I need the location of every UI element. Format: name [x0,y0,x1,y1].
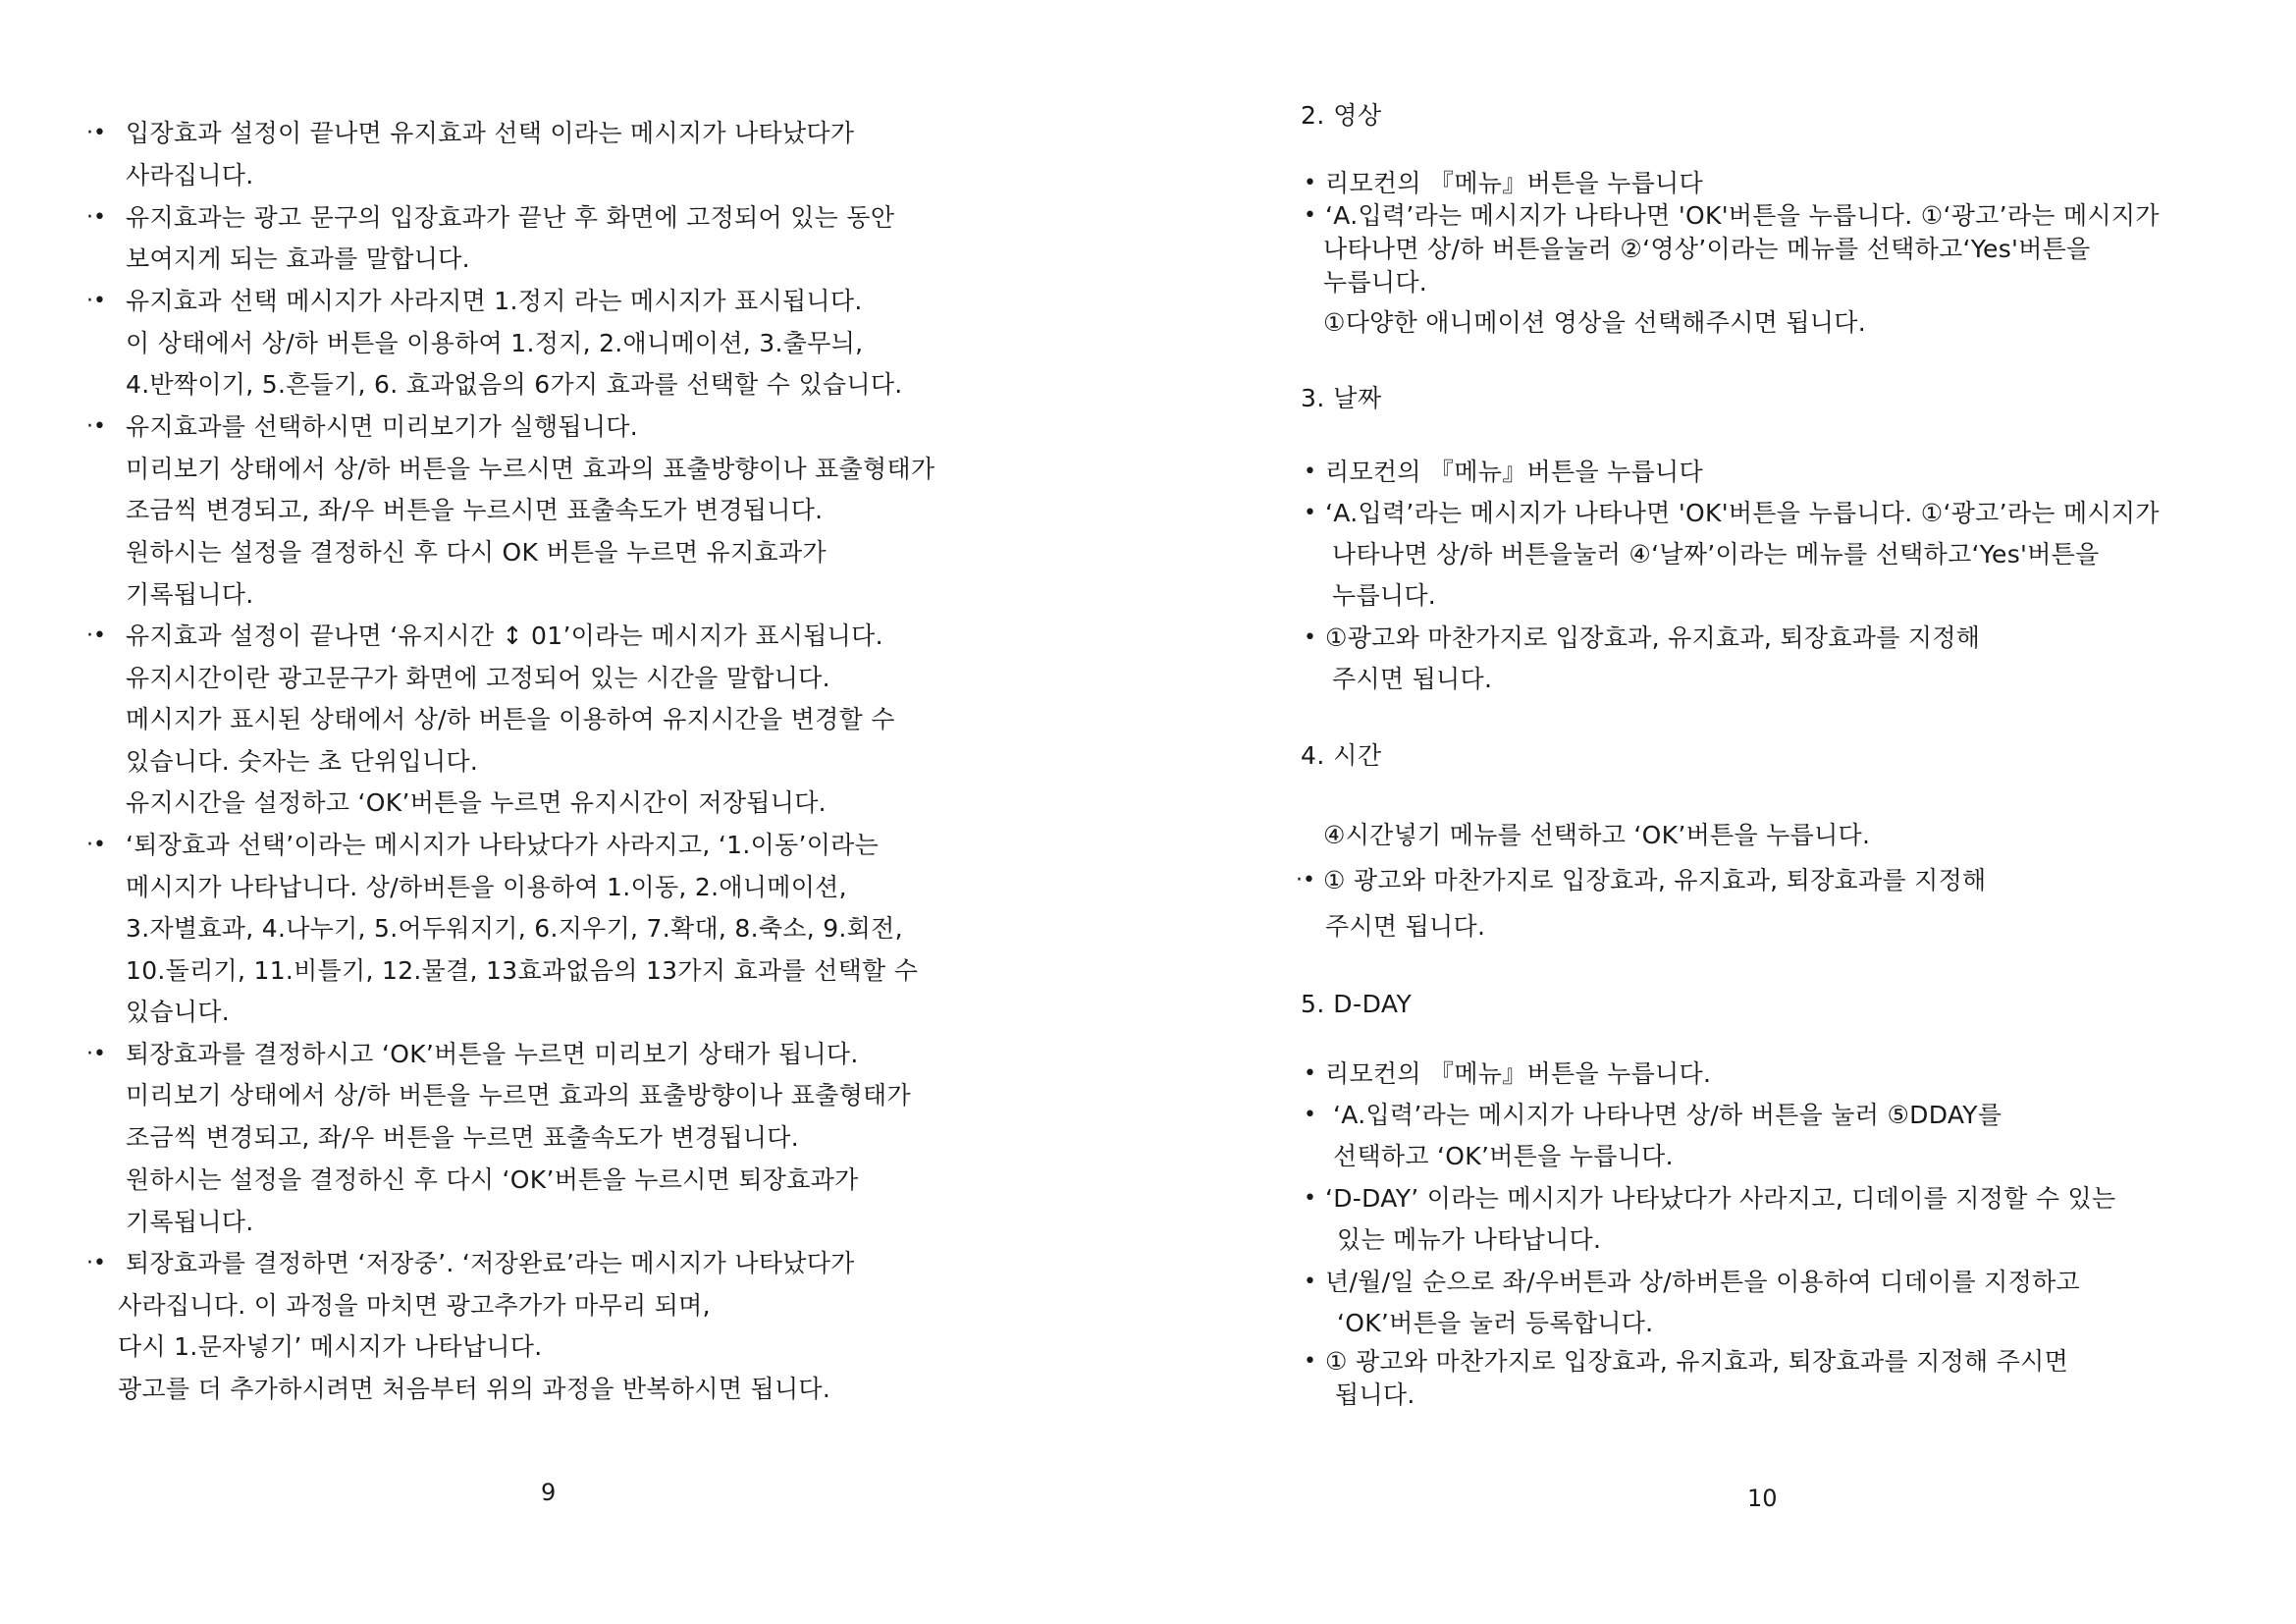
bullet-icon: • [1304,1186,1316,1211]
paragraph-line: 원하시는 설정을 결정하신 후 다시 ‘OK’버튼을 누르시면 퇴장효과가 [126,1165,859,1194]
paragraph-line: 메시지가 표시된 상태에서 상/하 버튼을 이용하여 유지시간을 변경할 수 [126,705,895,733]
bullet-icon: ·• [86,833,106,857]
section-line: 리모컨의 『메뉴』버튼을 누릅니다. [1325,1059,1712,1088]
paragraph-line: 유지효과 선택 메시지가 사라지면 1.정지 라는 메시지가 표시됩니다. [126,287,863,315]
bullet-icon: ·• [1296,868,1315,893]
section-line: 년/월/일 순으로 좌/우버튼과 상/하버튼을 이용하여 디데이를 지정하고 [1325,1268,2080,1296]
paragraph-line: 있습니다. [126,998,231,1026]
bullet-icon: • [1304,1349,1316,1374]
bullet-icon: • [1304,1270,1316,1294]
paragraph-line: 미리보기 상태에서 상/하 버튼을 누르면 효과의 표출방향이나 표출형태가 [126,1081,911,1110]
paragraph-line: 사라집니다. 이 과정을 마치면 광고추가가 마무리 되며, [118,1291,711,1320]
section-line: ‘D-DAY’ 이라는 메시지가 나타났다가 사라지고, 디데이를 지정할 수 있는 [1325,1184,2116,1213]
paragraph-line: 사라집니다. [126,161,254,189]
paragraph-line: 있습니다. 숫자는 초 단위입니다. [126,747,479,776]
paragraph-line: 유지효과를 선택하시면 미리보기가 실행됩니다. [126,412,638,441]
right-page [1148,0,2296,1624]
section-heading: 2. 영상 [1301,101,1382,130]
section-heading: 3. 날짜 [1301,384,1382,412]
bullet-icon: • [1304,460,1316,484]
paragraph-line: 원하시는 설정을 결정하신 후 다시 OK 버튼을 누르면 유지효과가 [126,538,827,567]
bullet-icon: ·• [86,121,106,145]
section-line: 리모컨의 『메뉴』버튼을 누릅니다 [1325,169,1703,197]
section-line: 됩니다. [1335,1380,1415,1409]
paragraph-line: 광고를 더 추가하시려면 처음부터 위의 과정을 반복하시면 됩니다. [118,1375,831,1403]
section-line: ① 광고와 마찬가지로 입장효과, 유지효과, 퇴장효과를 지정해 주시면 [1325,1347,2069,1376]
section-line: 리모컨의 『메뉴』버튼을 누릅니다 [1325,458,1703,486]
paragraph-line: 유지효과 설정이 끝나면 ‘유지시간 ↕ 01’이라는 메시지가 표시됩니다. [126,622,883,650]
section-line: 누릅니다. [1332,581,1437,610]
section-line: 있는 메뉴가 나타납니다. [1337,1225,1602,1254]
bullet-icon: • [1304,1061,1316,1086]
bullet-icon: ·• [86,1042,106,1066]
paragraph-line: ‘퇴장효과 선택’이라는 메시지가 나타났다가 사라지고, ‘1.이동’이라는 [126,831,880,859]
paragraph-line: 보여지게 되는 효과를 말합니다. [126,244,470,273]
paragraph-line: 이 상태에서 상/하 버튼을 이용하여 1.정지, 2.애니메이션, 3.출무늬, [126,329,864,357]
section-line: ① 광고와 마찬가지로 입장효과, 유지효과, 퇴장효과를 지정해 [1323,866,1987,894]
paragraph-line: 메시지가 나타납니다. 상/하버튼을 이용하여 1.이동, 2.애니메이션, [126,873,847,901]
section-heading: 5. D-DAY [1301,990,1413,1018]
paragraph-line: 3.자별효과, 4.나누기, 5.어두워지기, 6.지우기, 7.확대, 8.축소, 9.회전, [126,914,903,943]
section-line: ‘OK’버튼을 눌러 등록합니다. [1337,1309,1654,1337]
section-heading: 4. 시간 [1301,741,1382,770]
paragraph-line: 입장효과 설정이 끝나면 유지효과 선택 이라는 메시지가 나타났다가 [126,119,855,147]
section-line: 나타나면 상/하 버튼을눌러 ④‘날짜’이라는 메뉴를 선택하고‘Yes'버튼을 [1332,540,2100,568]
bullet-icon: ·• [86,414,106,439]
paragraph-line: 유지시간을 설정하고 ‘OK’버튼을 누르면 유지시간이 저장됩니다. [126,788,827,817]
paragraph-line: 기록됩니다. [126,1208,254,1236]
paragraph-line: 10.돌리기, 11.비틀기, 12.물결, 13효과없음의 13가지 효과를 선택할 수 [126,956,919,985]
bullet-icon: • [1304,203,1316,228]
page-number: 9 [541,1479,557,1506]
section-line: ①광고와 마찬가지로 입장효과, 유지효과, 퇴장효과를 지정해 [1325,623,1981,652]
bullet-icon: ·• [86,205,106,230]
section-line: 선택하고 ‘OK’버튼을 누릅니다. [1333,1142,1674,1170]
section-line: ‘A.입력’라는 메시지가 나타나면 'OK'버튼을 누릅니다. ①‘광고’라는 메시지가 [1325,499,2160,527]
paragraph-line: 다시 1.문자넣기’ 메시지가 나타납니다. [118,1332,543,1361]
paragraph-line: 4.반짝이기, 5.흔들기, 6. 효과없음의 6가지 효과를 선택할 수 있습니다. [126,370,903,399]
paragraph-line: 미리보기 상태에서 상/하 버튼을 누르시면 효과의 표출방향이나 표출형태가 [126,455,935,483]
section-line: ‘A.입력’라는 메시지가 나타나면 상/하 버튼을 눌러 ⑤DDAY를 [1333,1101,2002,1129]
section-line: 주시면 됩니다. [1325,912,1486,941]
bullet-icon: ·• [86,289,106,313]
section-line: 누릅니다. [1323,268,1428,297]
section-line: 주시면 됩니다. [1332,665,1493,693]
bullet-icon: ·• [86,623,106,648]
bullet-icon: • [1304,171,1316,195]
page-number: 10 [1747,1485,1778,1512]
section-line: ①다양한 애니메이션 영상을 선택해주시면 됩니다. [1323,308,1866,337]
paragraph-line: 기록됩니다. [126,580,254,609]
bullet-icon: ·• [86,1251,106,1275]
paragraph-line: 조금씩 변경되고, 좌/우 버튼을 누르면 표출속도가 변경됩니다. [126,1123,799,1152]
paragraph-line: 조금씩 변경되고, 좌/우 버튼을 누르시면 표출속도가 변경됩니다. [126,496,824,524]
bullet-icon: • [1304,625,1316,650]
paragraph-line: 퇴장효과를 결정하면 ‘저장중’. ‘저장완료’라는 메시지가 나타났다가 [126,1249,855,1277]
bullet-icon: • [1304,1103,1316,1127]
section-line: 나타나면 상/하 버튼을눌러 ②‘영상’이라는 메뉴를 선택하고‘Yes'버튼을 [1323,235,2091,263]
section-line: ④시간넣기 메뉴를 선택하고 ‘OK’버튼을 누릅니다. [1323,821,1871,849]
paragraph-line: 유지시간이란 광고문구가 화면에 고정되어 있는 시간을 말합니다. [126,664,830,692]
paragraph-line: 퇴장효과를 결정하시고 ‘OK’버튼을 누르면 미리보기 상태가 됩니다. [126,1040,859,1068]
paragraph-line: 유지효과는 광고 문구의 입장효과가 끝난 후 화면에 고정되어 있는 동안 [126,203,895,232]
section-line: ‘A.입력’라는 메시지가 나타나면 'OK'버튼을 누릅니다. ①‘광고’라는 메시지가 [1325,201,2160,230]
bullet-icon: • [1304,501,1316,525]
